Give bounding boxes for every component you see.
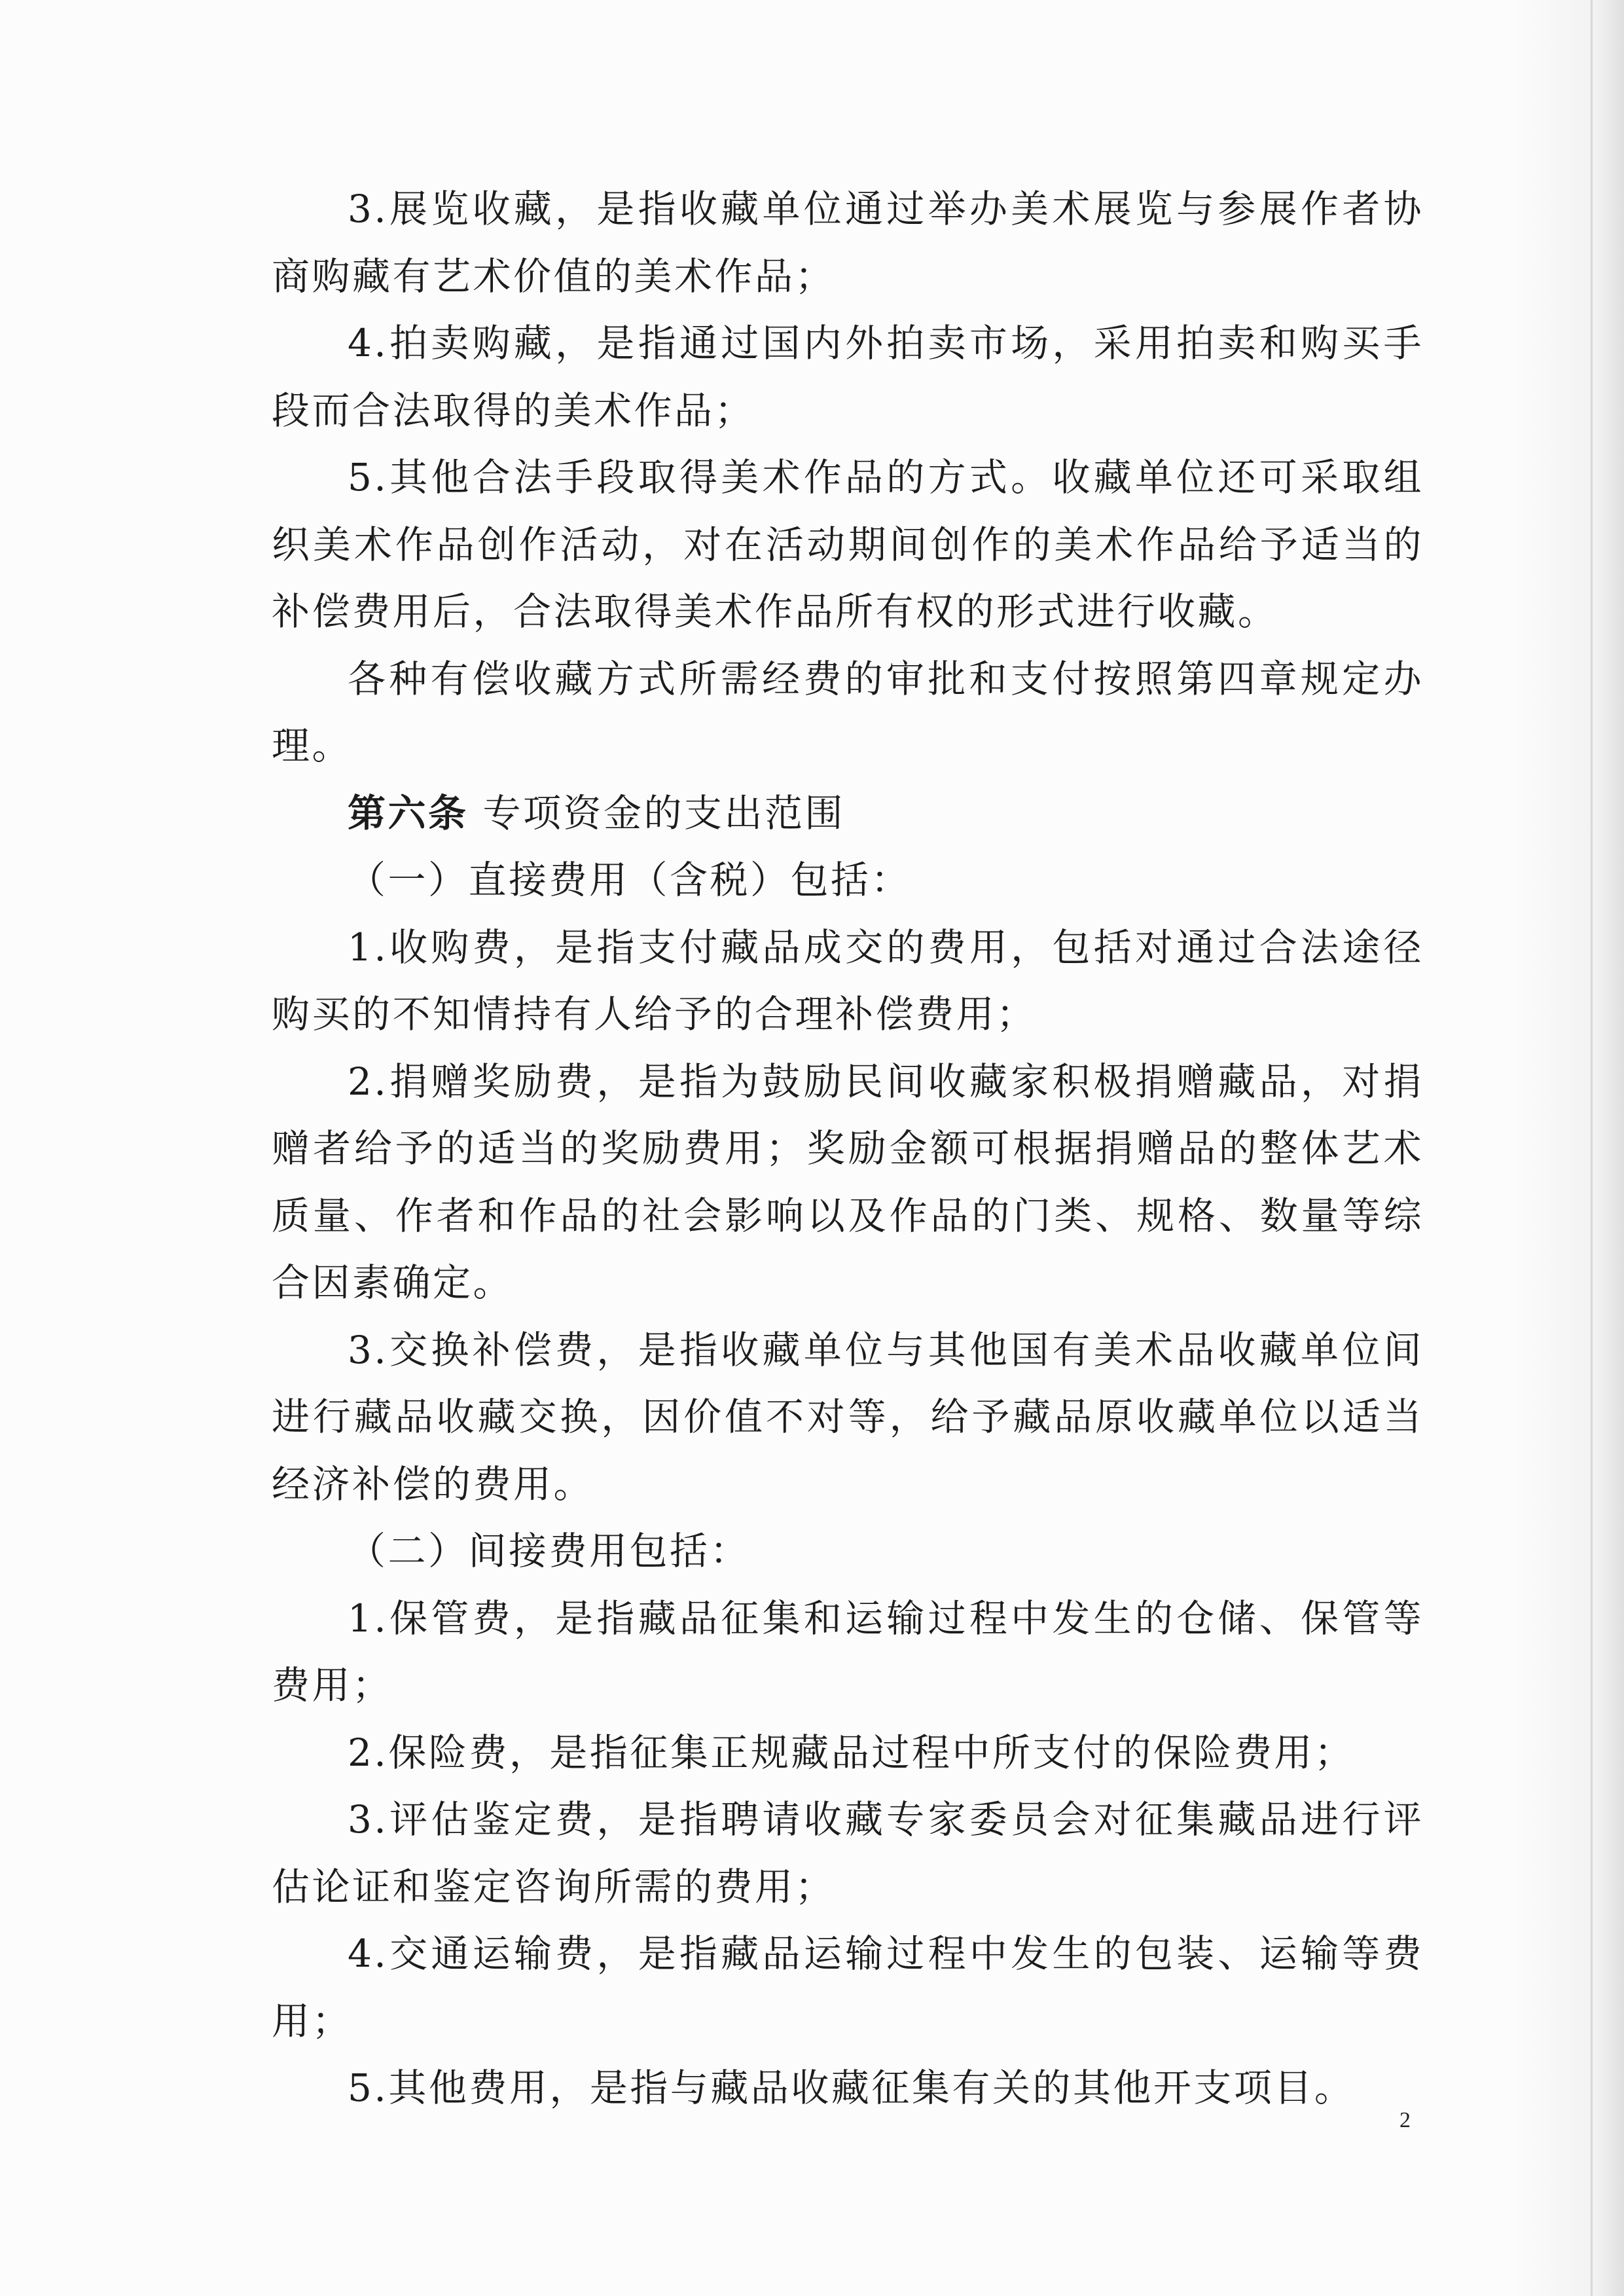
scan-edge-line <box>1591 0 1593 2296</box>
article-number: 第六条 <box>348 790 469 835</box>
direct-costs-heading: （一）直接费用（含税）包括： <box>348 858 912 902</box>
paragraph-exhibition-collection: 3.展览收藏，是指收藏单位通过举办美术展览与参展作者协商购藏有艺术价值的美术作品； <box>272 187 1424 299</box>
paragraph-other-legal-means: 5.其他合法手段取得美术作品的方式。收藏单位还可采取组织美术作品创作活动，对在活动期间创作的美术作品给予适当的补偿费用后，合法取得美术作品所有权的形式进行收藏。 <box>272 455 1424 634</box>
page-number: 2 <box>1399 2108 1411 2132</box>
paragraph-approval-note: 各种有偿收藏方式所需经费的审批和支付按照第四章规定办理。 <box>272 656 1424 768</box>
indirect-cost-item-insurance: 2.保险费，是指征集正规藏品过程中所支付的保险费用； <box>348 1730 1355 1775</box>
article-gap <box>469 791 483 835</box>
indirect-cost-item-storage: 1.保管费，是指藏品征集和运输过程中发生的仓储、保管等费用； <box>272 1595 1424 1707</box>
indirect-cost-item-other: 5.其他费用，是指与藏品收藏征集有关的其他开支项目。 <box>348 2066 1355 2110</box>
article-title: 专项资金的支出范围 <box>482 790 845 835</box>
direct-cost-item-exchange-compensation: 3.交换补偿费，是指收藏单位与其他国有美术品收藏单位间进行藏品收藏交换，因价值不对等，给予藏品原收藏单位以适当经济补偿的费用。 <box>272 1327 1424 1506</box>
paragraph-auction-purchase: 4.拍卖购藏，是指通过国内外拍卖市场，采用拍卖和购买手段而合法取得的美术作品； <box>272 321 1424 433</box>
indirect-cost-item-appraisal: 3.评估鉴定费，是指聘请收藏专家委员会对征集藏品进行评估论证和鉴定咨询所需的费用； <box>272 1797 1424 1909</box>
article-six-heading <box>272 780 1424 847</box>
indirect-cost-item-transport: 4.交通运输费，是指藏品运输过程中发生的包装、运输等费用； <box>272 1931 1424 2043</box>
indirect-costs-heading: （二）间接费用包括： <box>348 1529 751 1573</box>
direct-cost-item-purchase: 1.收购费，是指支付藏品成交的费用，包括对通过合法途径购买的不知情持有人给予的合理补偿费用； <box>272 924 1424 1036</box>
scan-edge-shadow <box>1513 0 1624 2296</box>
direct-cost-item-donation-reward: 2.捐赠奖励费，是指为鼓励民间收藏家积极捐赠藏品，对捐赠者给予的适当的奖励费用；奖励金额可根据捐赠品的整体艺术质量、作者和作品的社会影响以及作品的门类、规格、数量等综合因素确定。 <box>272 1059 1424 1305</box>
document-body <box>272 175 1424 2122</box>
